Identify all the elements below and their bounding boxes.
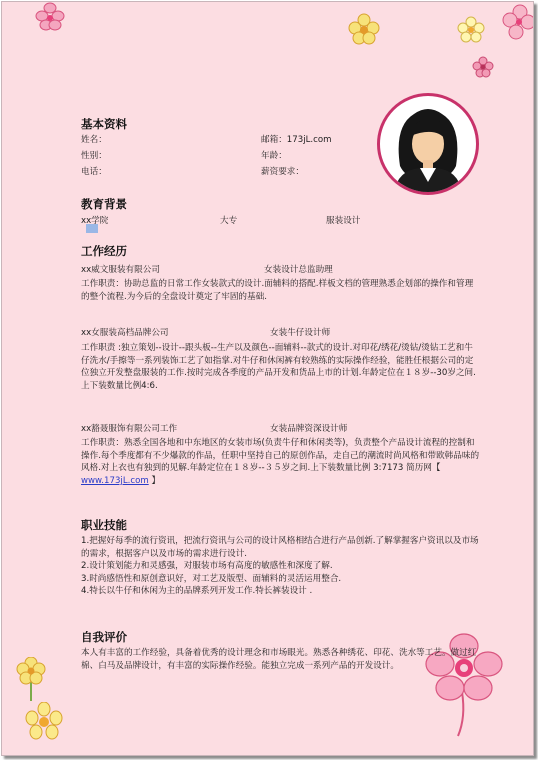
skill-item: 1.把握好每季的流行资讯，把流行资讯与公司的设计风格相结合进行产品创新.了解掌握客户资讯以及市场的需求，根据客户以及市场的需求进行设计. bbox=[81, 536, 479, 559]
skills-list bbox=[81, 535, 481, 598]
email-row bbox=[261, 133, 331, 145]
major: 服装设计 bbox=[326, 216, 361, 226]
flower-icon bbox=[347, 12, 381, 52]
school: xx学院 bbox=[81, 216, 109, 226]
job-description: 工作职责：协助总监的日常工作女装款式的设计.面辅料的搭配.样板文档的管理熟悉企划部的操作和管理的整个流程.为今后的全盘设计奠定了牢固的基础. bbox=[81, 279, 474, 302]
email-label: 邮箱： bbox=[261, 135, 287, 145]
avatar-illustration bbox=[380, 96, 476, 192]
degree: 大专 bbox=[220, 216, 238, 226]
job-company: xx豁聂服饰有限公司工作 bbox=[81, 424, 178, 434]
resume-page bbox=[1, 1, 534, 756]
flower-icon bbox=[16, 657, 46, 702]
flower-icon bbox=[24, 702, 64, 742]
flower-icon bbox=[472, 56, 494, 78]
job-position: 女装牛仔设计师 bbox=[270, 328, 331, 338]
flower-icon bbox=[502, 4, 534, 44]
phone-label: 电话： bbox=[81, 167, 107, 177]
job-description: 工作职责 :独立策划--设计--跟头板--生产以及颜色--面辅料--款式的设计.对印花/绣花/烫钻/烫钻工艺和牛仔洗水/手擦等一系列装饰工艺了如指掌.对牛仔和休闲裤有较熟练的实际操作经验，能胜任根据公司的定位独立开发整盘服装的工作.按时完成各季度的产品开发和货品上市的计划.年龄定位在１８岁--30岁之间.上下装数量比例4:6. bbox=[81, 343, 476, 391]
age-label: 年龄： bbox=[261, 151, 287, 161]
skill-item: 2.设计策划能力和灵感强，对服装市场有高度的敏感性和深度了解. bbox=[81, 561, 333, 572]
job-position: 女装设计总监助理 bbox=[264, 265, 333, 275]
salary-label: 薪资要求： bbox=[261, 167, 304, 177]
skill-item: 4.特长以牛仔和休闲为主的品牌系列开发工作.特长裤装设计 . bbox=[81, 586, 313, 597]
job-company: xx威文服装有限公司 bbox=[81, 265, 160, 275]
flower-icon bbox=[457, 16, 485, 44]
website-link[interactable]: www.173jL.com bbox=[81, 475, 149, 486]
gender-label: 性别： bbox=[81, 151, 107, 161]
flower-icon bbox=[30, 2, 70, 32]
section-title-evaluation: 自我评价 bbox=[81, 630, 127, 644]
skill-item: 3.时尚感悟性和原创意识好，对工艺及版型、面辅料的灵活运用整合. bbox=[81, 573, 342, 584]
job-description bbox=[81, 437, 481, 487]
job-position: 女装品牌资深设计师 bbox=[270, 424, 348, 434]
job-description-text: 工作职责：熟悉全国各地和中东地区的女装市场(负责牛仔和休闲类等)，负责整个产品设计流程的控制和操作.每个季度都有不少爆款的作品，任职中坚持自己的原创作品，走自己的潮流时尚风格和带欧韩品味的风格.对上衣也有独到的见解.年龄定位在１８岁--３５岁之间.上下装数量比例 3:7173 简历网【 bbox=[81, 438, 480, 474]
self-evaluation-text: 本人有丰富的工作经验，具备着优秀的设计理念和市场眼光。熟悉各种绣花、印花、洗水等工艺。做过红棉、白马及品牌设计，有丰富的实际操作经验。能独立完成一系列产品的开发设计。 bbox=[81, 648, 477, 671]
section-title-basic: 基本资料 bbox=[81, 117, 127, 131]
section-title-education: 教育背景 bbox=[81, 197, 127, 211]
section-title-work: 工作经历 bbox=[81, 244, 127, 258]
bracket-close: 】 bbox=[151, 475, 161, 486]
email-value: 173jL.com bbox=[286, 135, 332, 145]
job-company: xx女服装高档品牌公司 bbox=[81, 328, 169, 338]
section-title-skills: 职业技能 bbox=[81, 518, 127, 532]
name-label: 姓名： bbox=[81, 135, 107, 145]
avatar bbox=[377, 93, 479, 195]
